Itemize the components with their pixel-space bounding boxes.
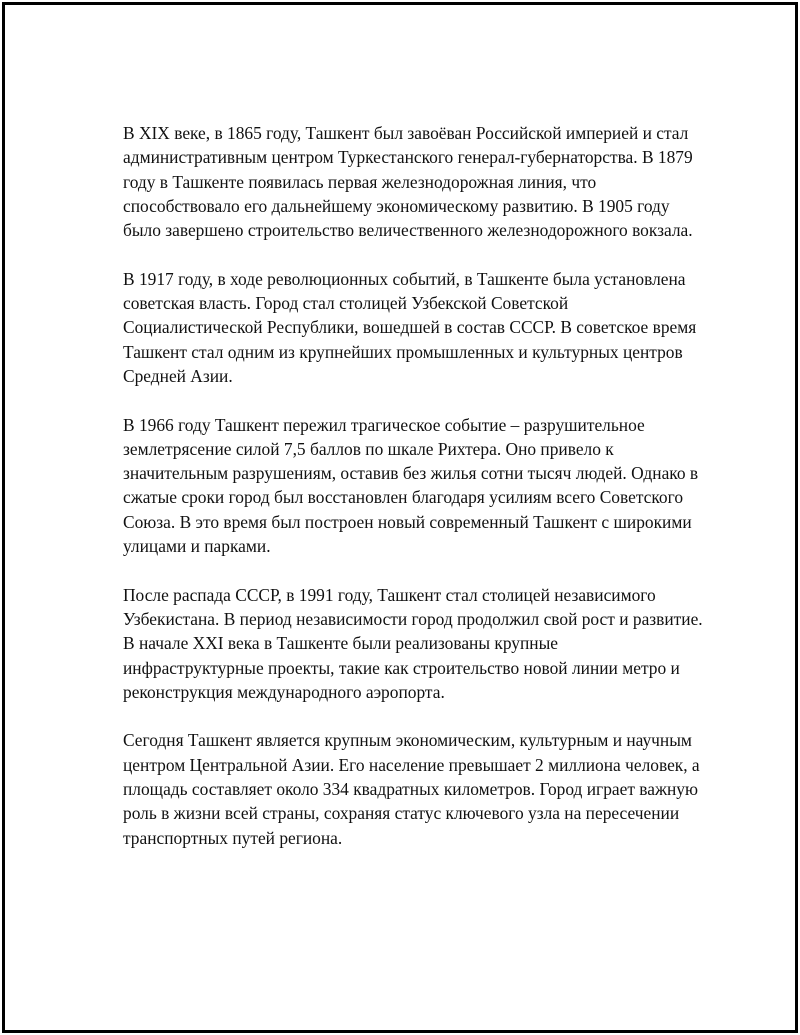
document-body xyxy=(123,121,703,850)
paragraph-5: Сегодня Ташкент является крупным экономическим, культурным и научным центром Центральной Азии. Его население превышает 2 миллиона человек, а площадь составляет около 334 квадратных километров. Город играет важную роль в жизни всей страны, сохраняя статус ключевого узла на пересечении транспортных путей региона. xyxy=(123,730,700,848)
paragraph-1: В XIX веке, в 1865 году, Ташкент был завоёван Российской империей и стал административным центром Туркестанского генерал-губернаторства. В 1879 году в Ташкенте появилась первая железнодорожная линия, что способствовало его дальнейшему экономическому развитию. В 1905 году было завершено строительство величественного железнодорожного вокзала. xyxy=(123,123,693,241)
paragraph-2: В 1917 году, в ходе революционных событий, в Ташкенте была установлена советская власть. Город стал столицей Узбекской Советской Социалистической Республики, вошедшей в состав СССР. В советское время Ташкент стал одним из крупнейших промышленных и культурных центров Средней Азии. xyxy=(123,268,697,386)
paragraph-3: В 1966 году Ташкент пережил трагическое событие – разрушительное землетрясение силой 7,5 баллов по шкале Рихтера. Оно привело к значительным разрушениям, оставив без жилья сотни тысяч людей. Однако в сжатые сроки город был восстановлен благодаря усилиям всего Советского Союза. В это время был построен новый современный Ташкент с широкими улицами и парками. xyxy=(123,414,699,557)
page-frame xyxy=(2,2,798,1033)
paragraph-4: После распада СССР, в 1991 году, Ташкент стал столицей независимого Узбекистана. В период независимости город продолжил свой рост и развитие. В начале XXI века в Ташкенте были реализованы крупные инфраструктурные проекты, такие как строительство новой линии метро и реконструкция международного аэропорта. xyxy=(123,584,703,702)
